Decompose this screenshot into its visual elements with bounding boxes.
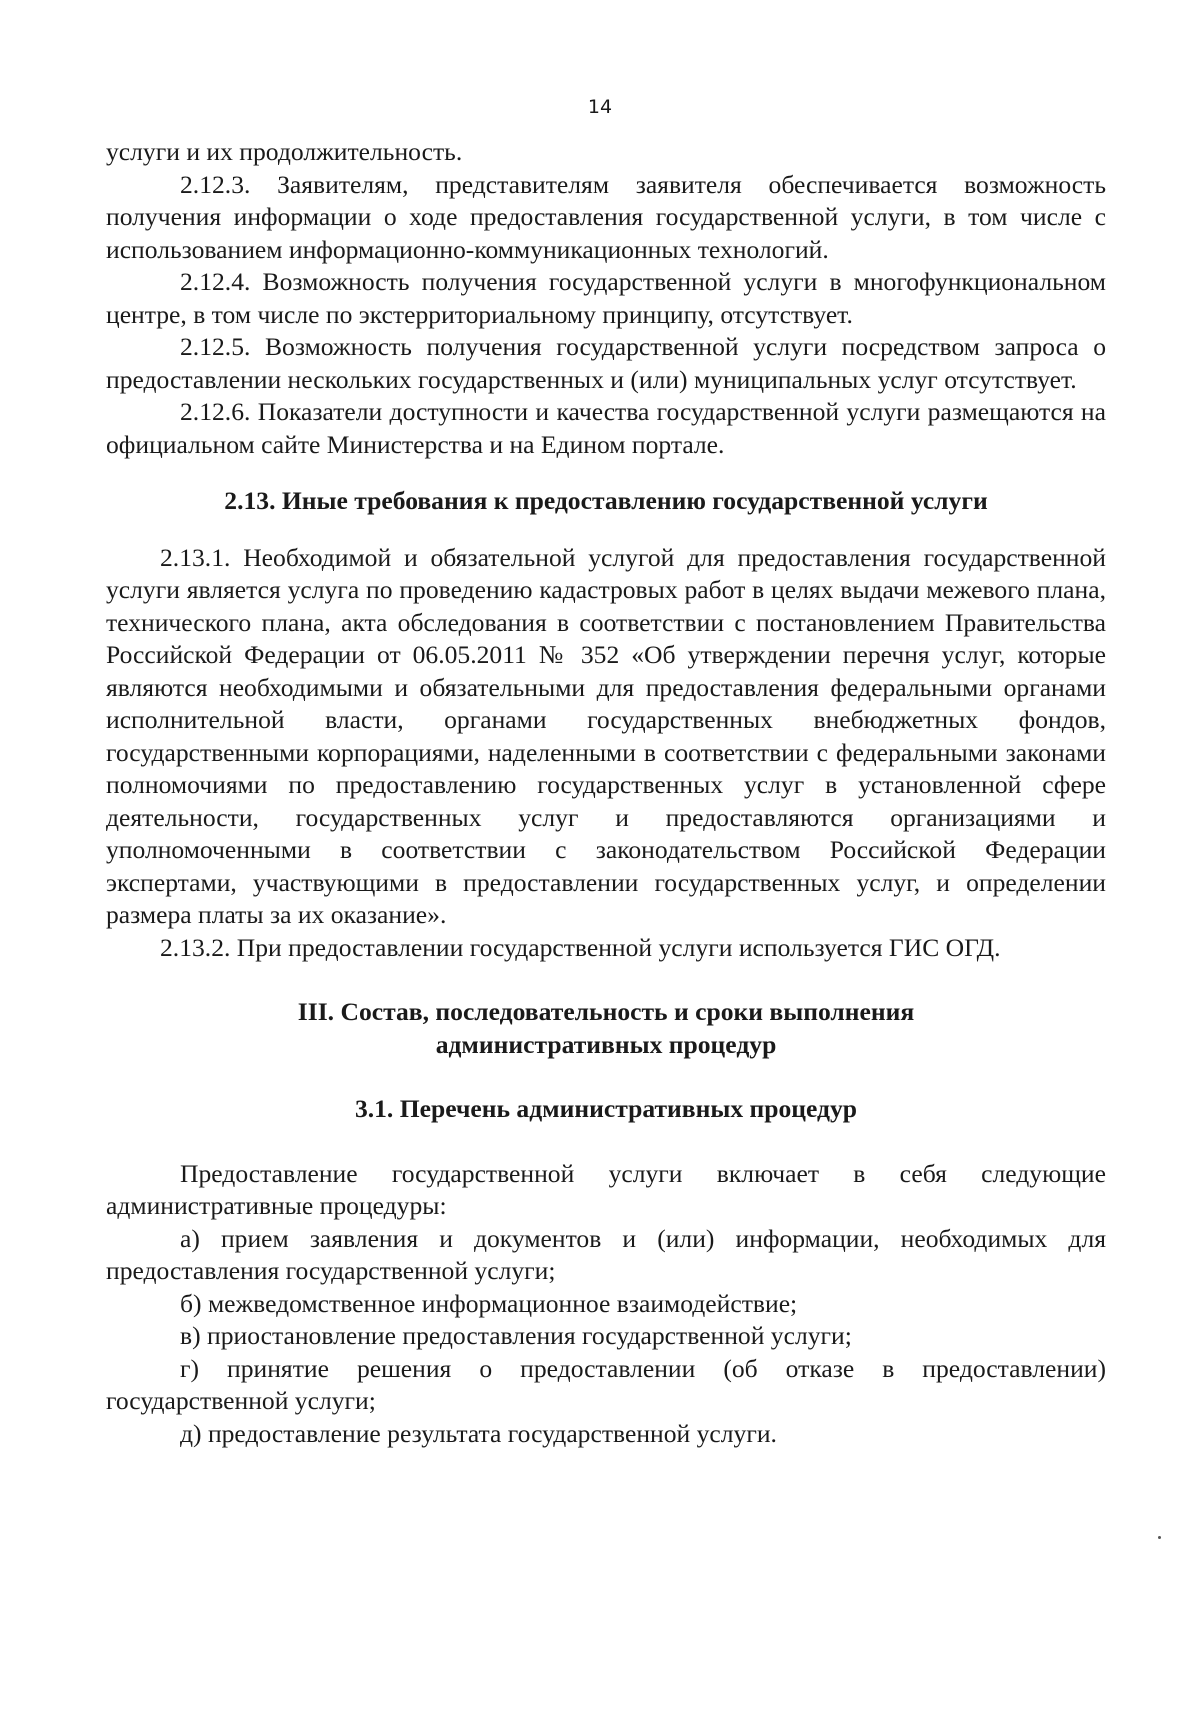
section-3-title: [106, 996, 1106, 1061]
heading-3-1: 3.1. Перечень административных процедур: [354, 1094, 858, 1123]
section-3-title-line2: административных процедур: [435, 1029, 777, 1059]
list-item-b: б) межведомственное информационное взаимодействие;: [180, 1288, 798, 1318]
paragraph-2-12-3: 2.12.3. Заявителям, представителям заявителя обеспечивается возможность получения информации о ходе предоставления государственной услуги, в том числе с использованием информационно-коммуникационных технологий.: [106, 169, 1106, 264]
list-item-v: в) приостановление предоставления государственной услуги;: [180, 1321, 852, 1350]
paragraph-2-13-2: 2.13.2. При предоставлении государственной услуги используется ГИС ОГД.: [160, 932, 1001, 962]
scan-speck: [1158, 1536, 1161, 1539]
paragraph-continuation: услуги и их продолжительность.: [106, 137, 463, 166]
heading-2-13: 2.13. Иные требования к предоставлению государственной услуги: [224, 486, 988, 515]
paragraph-2-12-5: 2.12.5. Возможность получения государственной услуги посредством запроса о предоставлении нескольких государственных и (или) муниципальных услуг отсутствует.: [106, 332, 1106, 394]
spacer: [106, 518, 1106, 542]
list-item-a: а) прием заявления и документов и (или) информации, необходимых для предоставления государственной услуги;: [106, 1223, 1106, 1285]
paragraph-3-1-intro: Предоставление государственной услуги включает в себя следующие административные процедуры:: [106, 1158, 1106, 1220]
paragraph-2-12-4: 2.12.4. Возможность получения государственной услуги в многофункциональном центре, в том числе по экстерриториальному принципу, отсутствует.: [106, 267, 1106, 329]
spacer: [106, 461, 1106, 485]
list-item-d: д) предоставление результата государственной услуги.: [180, 1418, 777, 1448]
list-item-g: г) принятие решения о предоставлении (об отказе в предоставлении) государственной услуги;: [106, 1353, 1106, 1415]
spacer: [106, 964, 1106, 996]
paragraph-2-13-1: 2.13.1. Необходимой и обязательной услугой для предоставления государственной услуги является услуга по проведению кадастровых работ в целях выдачи межевого плана, технического плана, акта обследования в соответствии с постановлением Правительства Российской Федерации от 06.05.2011 № 352 «Об утверждении перечня услуг, которые являются необходимыми и обязательными для предоставления федеральными органами исполнительной власти, органами государственных внебюджетных фондов, государственными корпорациями, наделенными в соответствии с федеральными законами полномочиями по предоставлению государственных услуг в установленной сфере деятельности, государственных услуг и предоставляются организациями и уполномоченными в соответствии с законодательством Российской Федерации экспертами, участвующими в предоставлении государственных услуг, и определении размера платы за их оказание».: [106, 542, 1106, 929]
document-body: [106, 136, 1106, 1450]
spacer: [106, 1061, 1106, 1093]
paragraph-2-12-6: 2.12.6. Показатели доступности и качества государственной услуги размещаются на официальном сайте Министерства и на Едином портале.: [106, 397, 1106, 459]
section-3-title-line1: III. Состав, последовательность и сроки выполнения: [297, 997, 915, 1026]
spacer: [106, 1126, 1106, 1158]
page-number: 14: [587, 96, 613, 118]
